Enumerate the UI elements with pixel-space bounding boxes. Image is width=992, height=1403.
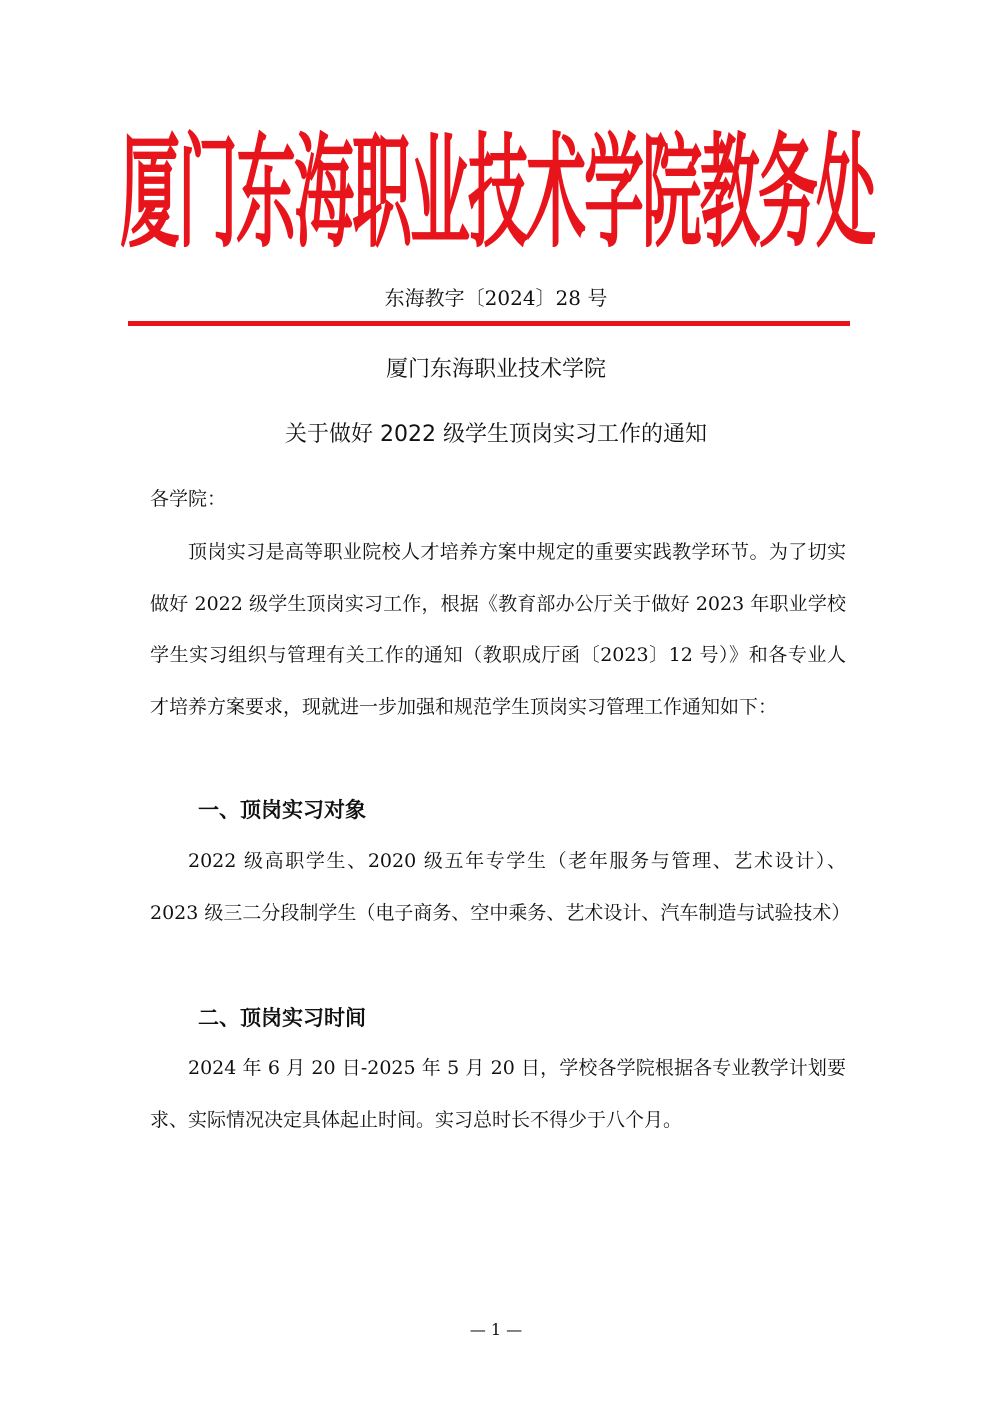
salutation: 各学院： (150, 488, 227, 510)
section-heading-internship-time: 二、顶岗实习时间 (198, 1006, 366, 1030)
body-paragraph-time: 2024 年 6 月 20 日-2025 年 5 月 20 日，学校各学院根据各专业教学计划要求、实际情况决定具体起止时间。实习总时长不得少于八个月。 (150, 1057, 846, 1131)
body-paragraph-intro: 顶岗实习是高等职业院校人才培养方案中规定的重要实践教学环节。为了切实做好 2022 级学生顶岗实习工作，根据《教育部办公厅关于做好 2023 年职业学校学生实习组织与管理有关工作的通知（教职成厅函〔2023〕12 号）》和各专业人才培养方案要求，现就进一步加强和规范学生顶岗实习管理工作通知如下： (150, 541, 846, 718)
red-divider-line (128, 321, 850, 326)
section-heading-internship-targets: 一、顶岗实习对象 (198, 798, 366, 822)
letterhead-title: 厦门东海职业技术学院教务处 (120, 122, 874, 266)
notice-title-line-2: 关于做好 2022 级学生顶岗实习工作的通知 (285, 422, 707, 447)
notice-title-line-1: 厦门东海职业技术学院 (385, 357, 606, 382)
page-number: — 1 — (469, 1320, 523, 1339)
body-paragraph-targets: 2022 级高职学生、2020 级五年专学生（老年服务与管理、艺术设计）、2023 级三二分段制学生（电子商务、空中乘务、艺术设计、汽车制造与试验技术） (150, 850, 851, 924)
document-number: 东海教字〔2024〕28 号 (384, 286, 608, 310)
